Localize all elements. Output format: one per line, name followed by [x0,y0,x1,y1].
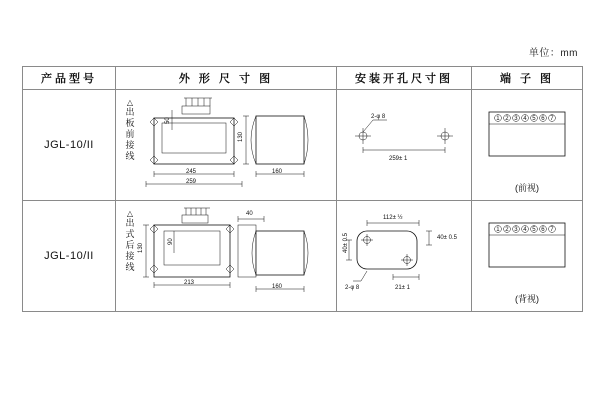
svg-text:213: 213 [184,280,195,286]
svg-text:40: 40 [246,211,253,217]
terminal-caption-1: (前视) [515,183,539,193]
svg-text:90: 90 [168,238,174,245]
svg-text:21± 1: 21± 1 [395,285,410,291]
cutout-drawing-2 [337,201,471,311]
unit-note: 单位：mm [528,48,578,59]
svg-text:130: 130 [238,131,244,142]
cell-model-2 [23,201,116,312]
svg-text:112± ½: 112± ½ [383,215,403,221]
cell-outline-2 [116,201,337,312]
outline-drawing-1 [116,90,336,200]
header-terminal: 端 子 图 [472,67,583,90]
svg-text:40± 0.5: 40± 0.5 [343,233,349,253]
header-cutout: 安装开孔尺寸图 [337,67,472,90]
cell-cutout-1 [337,90,472,201]
svg-text:7: 7 [550,116,554,122]
svg-text:1: 1 [496,116,500,122]
svg-text:1: 1 [496,227,500,233]
cell-outline-1 [116,90,337,201]
svg-text:259: 259 [186,179,197,185]
terminal-caption-2: (背视) [515,294,539,304]
cell-model-1 [23,90,116,201]
svg-text:50: 50 [165,117,171,124]
table-row [23,201,583,312]
svg-text:6: 6 [541,116,545,122]
cell-cutout-2 [337,201,472,312]
model-label: JGL-10/II [44,139,94,151]
header-outline: 外 形 尺 寸 图 [116,67,337,90]
svg-text:2: 2 [505,227,509,233]
header-model: 产品型号 [23,67,116,90]
model-label: JGL-10/II [44,250,94,262]
svg-text:5: 5 [532,116,536,122]
svg-text:4: 4 [523,116,527,122]
svg-text:4: 4 [523,227,527,233]
mount-label-2: △ 出 式 后 接 线 [122,209,138,273]
svg-text:2-φ 8: 2-φ 8 [371,114,386,120]
triangle-icon: △ [126,209,134,218]
cell-terminal-2 [472,201,583,312]
mount-label-1: △ 出 板 前 接 线 [122,98,138,162]
svg-text:160: 160 [272,284,283,290]
svg-text:6: 6 [541,227,545,233]
outline-drawing-2 [116,201,336,311]
cell-terminal-1 [472,90,583,201]
cutout-drawing-1 [337,90,471,200]
table-row [23,90,583,201]
svg-text:5: 5 [532,227,536,233]
svg-text:7: 7 [550,227,554,233]
svg-text:259± 1: 259± 1 [389,156,408,162]
svg-text:245: 245 [186,169,197,175]
svg-text:3: 3 [514,227,518,233]
svg-text:2-φ 8: 2-φ 8 [345,285,360,291]
svg-text:160: 160 [272,169,283,175]
spec-table [22,66,583,312]
table-header-row [23,67,583,90]
svg-text:2: 2 [505,116,509,122]
triangle-icon: △ [126,98,134,107]
svg-text:130: 130 [138,242,144,253]
svg-text:40± 0.5: 40± 0.5 [437,235,457,241]
svg-text:3: 3 [514,116,518,122]
